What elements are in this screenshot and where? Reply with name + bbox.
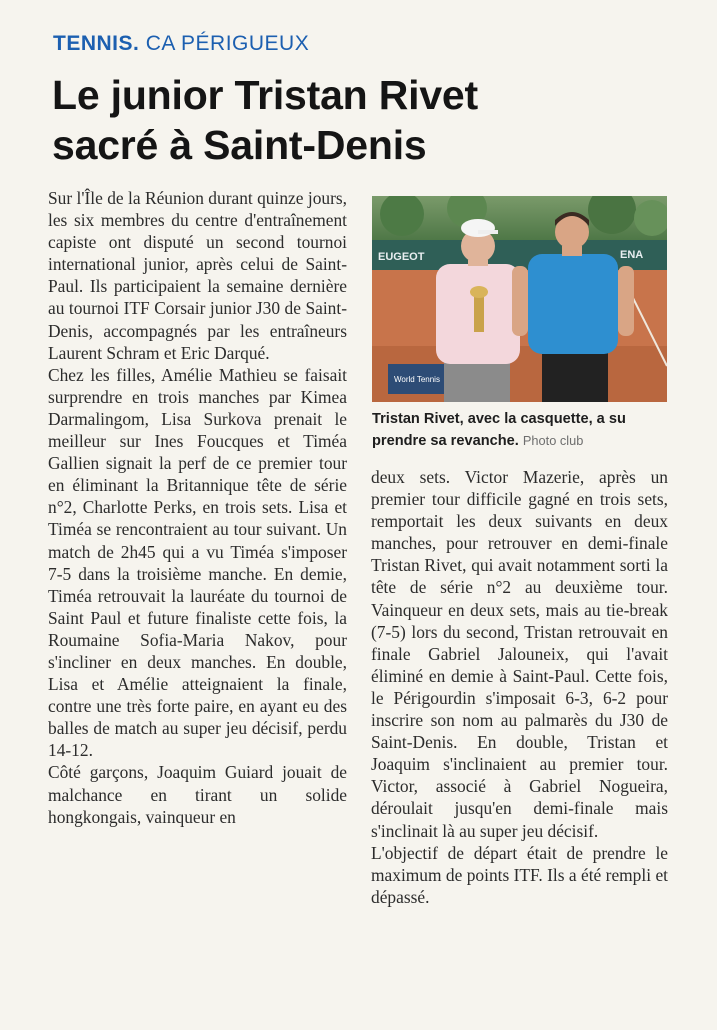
sponsor-board-text: World Tennis bbox=[394, 375, 440, 384]
paragraph-girls: Chez les filles, Amélie Mathieu se faisait surprendre en trois manches par Kimea Darmalingom, Lisa Surkova prenait le meilleur sur Ines Foucques et Timéa Gallien signait la perf de ce premier tour en éliminant la Britannique tête de série n°2, Charlotte Perks, en trois sets. Lisa et Timéa se rencontraient au tour suivant. Un match de 2h45 qui a vu Timéa s'imposer 7-5 dans la troisième manche. En demie, Timéa retrouvait la lauréate du tournoi de Saint Paul et future finaliste cette fois, la Roumaine Sofia-Maria Nakov, pour s'incliner en deux manches. En double, Lisa et Amélie atteignaient la finale, contre une très forte paire, en ayant eu des balles de match au super jeu décisif, perdu 14-12. bbox=[48, 364, 347, 761]
section-kicker bbox=[53, 32, 309, 56]
headline-line-1: Le junior Tristan Rivet bbox=[52, 72, 478, 118]
caption-text: Tristan Rivet, avec la casquette, a su prendre sa revanche. bbox=[372, 411, 626, 449]
headline bbox=[52, 70, 672, 170]
paragraph-conclusion: L'objectif de départ était de prendre le maximum de points ITF. Ils a été rempli et dépassé. bbox=[371, 842, 668, 907]
article-column-1 bbox=[48, 187, 347, 828]
paragraph-boys: Côté garçons, Joaquim Guiard jouait de malchance en tirant un solide hongkongais, vainqueur en bbox=[48, 762, 347, 827]
paragraph-boys-continued: deux sets. Victor Mazerie, après un premier tour difficile gagné en trois sets, remportait les deux suivants en deux manches, pour retrouver en demi-finale Tristan Rivet, qui avait notamment sorti la tête de série n°2 au deuxième tour. Vainqueur en deux sets, mais au tie-break (7-5) lors du second, Tristan retrouvait en finale Gabriel Jalouneix, qui l'avait éliminé en demie à Saint-Paul. Cette fois, le Périgourdin s'imposait 6-3, 6-2 pour inscrire son nom au palmarès du J30 de Saint-Denis. En double, Tristan et Joaquim s'inclinaient au premier tour. Victor, associé à Gabriel Nogueira, déroulait jusqu'en demi-finale mais s'inclinait là au super jeu décisif. bbox=[371, 467, 668, 841]
article-photo bbox=[372, 196, 667, 402]
banner-text-right: ENA bbox=[620, 249, 644, 261]
banner-text-left: EUGEOT bbox=[378, 251, 425, 263]
section-label: TENNIS. bbox=[53, 32, 140, 55]
cap-icon bbox=[461, 219, 495, 237]
headline-line-2: sacré à Saint-Denis bbox=[52, 122, 427, 168]
photo-illustration bbox=[372, 196, 667, 402]
photo-credit: Photo club bbox=[522, 433, 584, 448]
paragraph-intro: Sur l'Île de la Réunion durant quinze jours, les six membres du centre d'entraînement capiste ont disputé un second tournoi international junior, après celui de Saint-Paul. Ils participaient la semaine dernière au tournoi ITF Corsair junior J30 de Saint-Denis, accompagnés par les entraîneurs Laurent Schram et Eric Darqué. bbox=[48, 188, 347, 363]
photo-caption bbox=[372, 408, 668, 452]
subsection-label: CA PÉRIGUEUX bbox=[145, 32, 310, 55]
article-column-2 bbox=[371, 466, 668, 908]
